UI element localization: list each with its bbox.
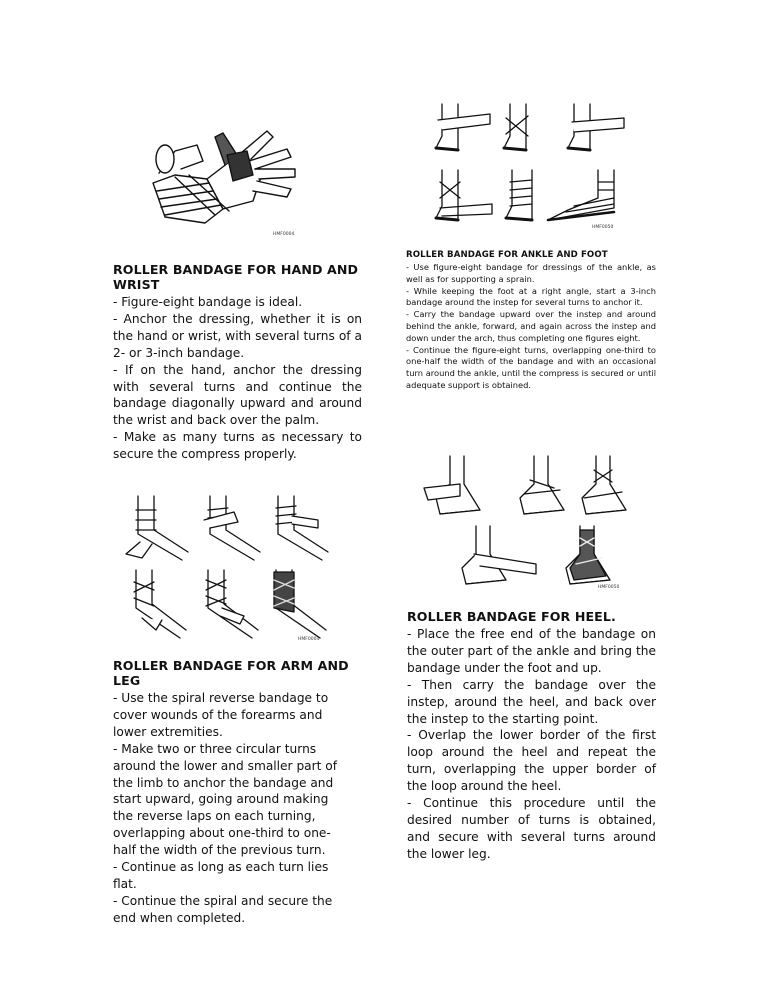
instruction-line: - Carry the bandage upward over the instep and around behind the ankle, forward, and again across the instep and down under the arch, thus completing one figures eight. [406, 309, 656, 343]
instruction-line: - Figure-eight bandage is ideal. [113, 295, 303, 309]
arm-panel-6 [274, 570, 326, 638]
instruction-line: - Overlap the lower border of the first loop around the heel and repeat the turn, overlapping the upper border of the loop around the heel. [407, 728, 656, 794]
instruction-line: - Anchor the dressing, whether it is on the hand or wrist, with several turns of a 2- or 3-inch bandage. [113, 311, 362, 360]
hand-bandage-illustration [145, 125, 335, 243]
hand-figure-code: HMF0004 [273, 232, 295, 237]
heel-panel-2 [520, 456, 564, 514]
arm-panel-1 [126, 496, 188, 560]
instruction-line: - If on the hand, anchor the dressing with several turns and continue the bandage diagonally upward and around the wrist and back over the palm. [113, 362, 362, 428]
section-hand-wrist [113, 262, 362, 463]
instruction-line: - Continue the figure-eight turns, overlapping one-third to one-half the width of the bandage and with an occasional turn around the ankle, until the compress is secured or until adequate support is obtained. [406, 344, 656, 390]
heel-panel-1 [424, 456, 480, 514]
instruction-line: - Place the free end of the bandage on the outer part of the ankle and bring the bandage under the foot and up. [407, 627, 656, 675]
instruction-line: - Continue this procedure until the desired number of turns is obtained, and secure with several turns around the lower leg. [407, 796, 656, 861]
instruction-line: - Continue the spiral and secure the end when completed. [113, 893, 333, 925]
instruction-line: - While keeping the foot at a right angle, start a 3-inch bandage around the instep for several turns to anchor it. [406, 285, 656, 308]
arm-bandage-illustration [122, 494, 334, 644]
ankle-panel-1 [436, 104, 490, 150]
instruction-line: - Then carry the bandage over the instep, around the heel, and back over the instep to the starting point. [407, 677, 656, 726]
section-title: ROLLER BANDAGE FOR ARM AND LEG [113, 658, 349, 688]
instruction-line: - Make two or three circular turns around the lower and smaller part of the limb to anchor the bandage and start upward, going around making the reverse laps on each turning, overlapping about one-third to one-half the width of the previous turn. [113, 741, 338, 858]
section-title: ROLLER BANDAGE FOR HAND AND WRIST [113, 262, 359, 292]
instruction-line: - Use the spiral reverse bandage to cover wounds of the forearms and lower extremities. [113, 691, 329, 739]
heel-figure-code: HMF0050 [598, 585, 620, 590]
section-heel [407, 609, 656, 863]
arm-panel-3 [276, 496, 328, 560]
heel-bandage-illustration [420, 454, 630, 594]
arm-figure-code: HMF0004 [298, 637, 320, 642]
ankle-panel-6 [548, 170, 614, 220]
heel-panel-5 [566, 526, 610, 584]
heel-panel-4 [462, 526, 536, 584]
ankle-panel-2 [504, 104, 528, 150]
ankle-panel-3 [568, 104, 624, 150]
ankle-figure-code: HMF0050 [592, 225, 614, 230]
ankle-bandage-illustration [432, 100, 632, 230]
arm-panel-5 [206, 570, 258, 638]
ankle-panel-4 [436, 170, 492, 220]
section-ankle-foot [406, 250, 656, 392]
instruction-line: - Make as many turns as necessary to secure the compress properly. [113, 430, 362, 462]
ankle-panel-5 [506, 170, 532, 220]
arm-panel-4 [134, 570, 186, 638]
section-title: ROLLER BANDAGE FOR ANKLE AND FOOT [406, 250, 608, 260]
instruction-line: - Continue as long as each turn lies flat. [113, 860, 329, 891]
arm-panel-2 [204, 496, 260, 560]
instruction-line: - Use figure-eight bandage for dressings of the ankle, as well as for supporting a sprain. [406, 262, 656, 284]
heel-panel-3 [582, 456, 626, 514]
section-arm-leg [113, 658, 349, 927]
section-title: ROLLER BANDAGE FOR HEEL. [407, 609, 616, 624]
